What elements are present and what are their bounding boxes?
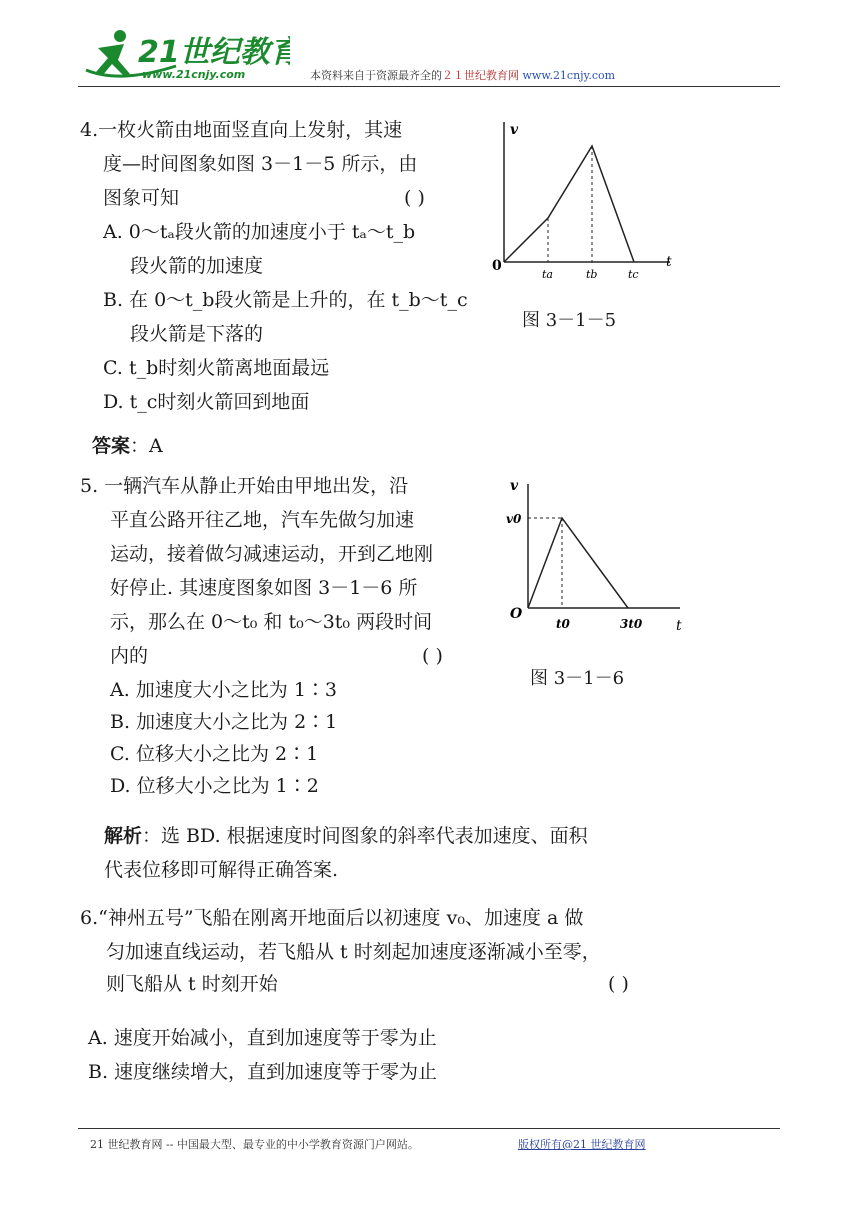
figure-3-1-5 xyxy=(484,112,684,284)
q4-option-c: C. t_b时刻火箭离地面最远 xyxy=(103,357,330,379)
q4-option-a: A. 0～tₐ段火箭的加速度小于 tₐ～t_b xyxy=(103,221,416,243)
q5-answer-paren: ( ) xyxy=(422,645,443,667)
q4-stem-line-1: 4.一枚火箭由地面竖直向上发射，其速 xyxy=(80,119,403,141)
fig5-origin-label: 0 xyxy=(492,258,502,274)
header-notice xyxy=(310,67,615,83)
q5-analysis-text: ：选 BD. 根据速度时间图象的斜率代表加速度、面积 xyxy=(142,825,588,847)
fig5-y-label: v xyxy=(510,122,519,138)
header-notice-prefix: 本资料来自于资源最齐全的 xyxy=(310,69,442,82)
footer-copyright-link[interactable]: 版权所有@21 世纪教育网 xyxy=(518,1138,646,1151)
logo-main-text: 21世纪教育 xyxy=(138,35,290,70)
q4-stem-line-2: 度—时间图象如图 3－1－5 所示，由 xyxy=(103,153,418,175)
footer-divider xyxy=(78,1128,780,1129)
footer-tagline: 21 世纪教育网 -- 中国最大型、最专业的中小学教育资源门户网站。 xyxy=(90,1138,419,1151)
q6-stem-line-1: 6.“神州五号”飞船在刚离开地面后以初速度 v₀、加速度 a 做 xyxy=(80,907,584,929)
q6-answer-paren: ( ) xyxy=(608,973,629,995)
q6-stem-line-3: 则飞船从 t 时刻开始 xyxy=(106,973,278,995)
q5-analysis-label: 解析 xyxy=(104,825,143,847)
q5-option-c: C. 位移大小之比为 2∶1 xyxy=(110,743,319,765)
q5-analysis-line-1 xyxy=(104,824,588,848)
figure-3-1-6-caption: 图 3－1－6 xyxy=(530,668,625,689)
q5-option-b: B. 加速度大小之比为 2∶1 xyxy=(110,711,338,733)
q6-option-b: B. 速度继续增大，直到加速度等于零为止 xyxy=(88,1061,438,1083)
fig6-velocity-line xyxy=(528,518,628,608)
q5-option-a: A. 加速度大小之比为 1∶3 xyxy=(110,679,338,701)
q5-analysis-line-2: 代表位移即可解得正确答案. xyxy=(104,859,339,881)
fig6-v0-label: v0 xyxy=(506,512,522,526)
q5-stem-line-2: 平直公路开往乙地，汽车先做匀加速 xyxy=(110,509,415,531)
q4-option-b: B. 在 0～t_b段火箭是上升的，在 t_b～t_c xyxy=(103,289,468,311)
q4-answer xyxy=(92,434,163,458)
logo-url-text: www.21cnjy.com xyxy=(142,68,246,81)
fig6-3t0-label: 3t0 xyxy=(620,617,643,631)
q5-stem-line-6: 内的 xyxy=(110,645,149,667)
fig5-velocity-line xyxy=(504,146,634,262)
q6-stem-line-2: 匀加速直线运动，若飞船从 t 时刻起加速度逐渐减小至零， xyxy=(106,941,601,963)
figure-3-1-5-caption: 图 3－1－5 xyxy=(522,310,617,331)
fig6-y-label: v xyxy=(510,478,519,494)
q5-option-d: D. 位移大小之比为 1∶2 xyxy=(110,775,319,797)
q5-stem-line-5: 示，那么在 0～t₀ 和 t₀～3t₀ 两段时间 xyxy=(110,611,433,633)
fig6-t0-label: t0 xyxy=(556,617,570,631)
q6-option-a: A. 速度开始减小，直到加速度等于零为止 xyxy=(88,1027,437,1049)
q5-stem-line-1: 5. 一辆汽车从静止开始由甲地出发，沿 xyxy=(80,475,409,497)
q4-answer-value: ：A xyxy=(130,435,163,457)
q4-option-a-cont: 段火箭的加速度 xyxy=(130,255,264,277)
q4-answer-label: 答案 xyxy=(92,435,131,457)
q5-stem-line-4: 好停止. 其速度图象如图 3－1－6 所 xyxy=(110,577,418,599)
fig6-x-label: t xyxy=(676,618,682,634)
fig5-tc-label: tc xyxy=(628,268,639,281)
q5-stem-line-3: 运动，接着做匀减速运动，开到乙地刚 xyxy=(110,543,434,565)
site-logo xyxy=(80,26,290,84)
header-notice-site: ２１世纪教育网 xyxy=(442,69,519,82)
q4-answer-paren: ( ) xyxy=(404,187,425,209)
fig5-ta-label: ta xyxy=(542,268,553,281)
q4-option-d: D. t_c时刻火箭回到地面 xyxy=(103,391,310,413)
q4-stem-line-3: 图象可知 xyxy=(103,187,180,209)
q4-option-b-cont: 段火箭是下落的 xyxy=(130,323,264,345)
header-notice-url[interactable]: www.21cnjy.com xyxy=(522,69,616,82)
figure-3-1-6 xyxy=(500,476,690,636)
fig5-x-label: t xyxy=(666,254,672,270)
fig5-tb-label: tb xyxy=(586,268,598,281)
header-divider xyxy=(78,86,780,87)
fig6-origin-label: O xyxy=(510,606,523,622)
